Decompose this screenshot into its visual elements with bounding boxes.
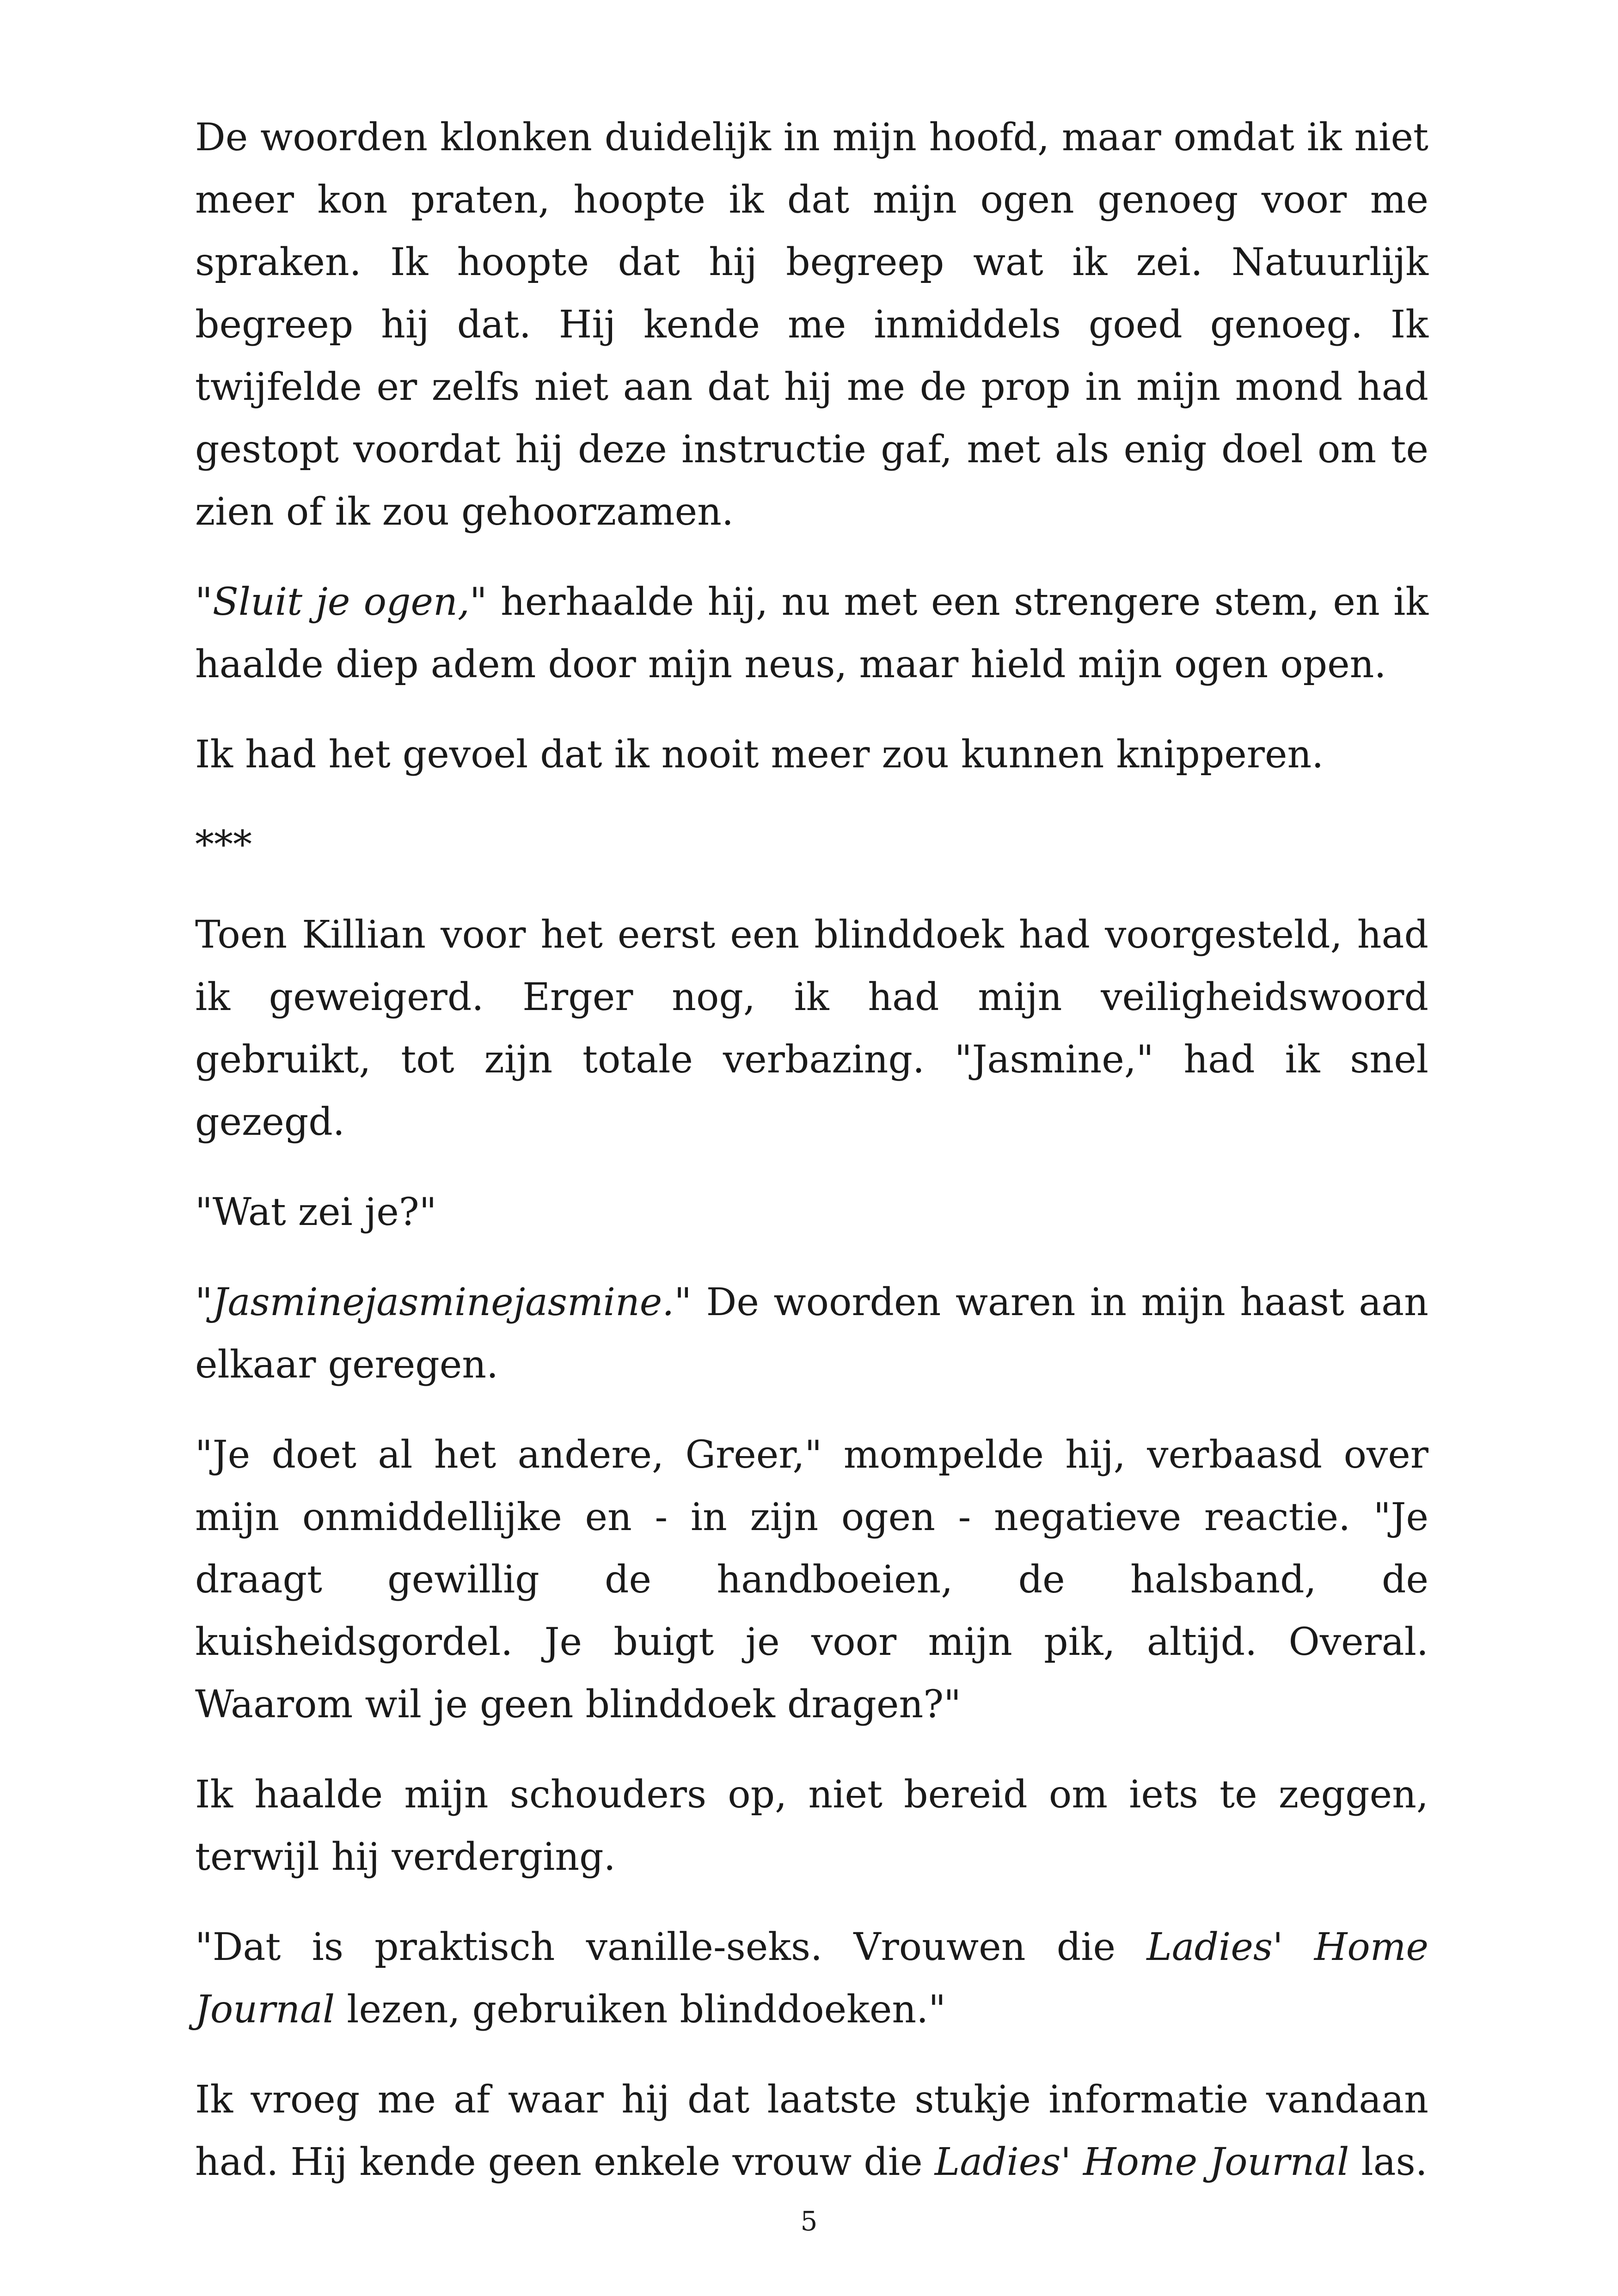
paragraph bbox=[195, 1424, 1428, 1736]
paragraph bbox=[195, 723, 1428, 786]
page-number: 5 bbox=[800, 2205, 818, 2237]
italic-text: Ladies' Home Journal bbox=[934, 2140, 1349, 2184]
text-segment: " De woorden waren in mijn haast aan elkaar geregen. bbox=[195, 1280, 1428, 1387]
text-segment: "Wat zei je?" bbox=[195, 1190, 437, 1234]
paragraph bbox=[195, 571, 1428, 696]
paragraph bbox=[195, 1271, 1428, 1396]
paragraph bbox=[195, 1763, 1428, 1888]
text-segment: De woorden klonken duidelijk in mijn hoofd, maar omdat ik niet meer kon praten, hoopte ik dat mijn ogen genoeg voor me spraken. Ik hoopte dat hij begreep wat ik zei. Natuurlijk begreep hij dat. Hij kende me inmiddels goed genoeg. Ik twijfelde er zelfs niet aan dat hij me de prop in mijn mond had gestopt voordat hij deze instructie gaf, met als enig doel om te zien of ik zou gehoorzamen. bbox=[195, 116, 1428, 534]
text-segment: *** bbox=[195, 823, 252, 867]
text-segment: Toen Killian voor het eerst een blinddoek had voorgesteld, had ik geweigerd. Erger nog, ik had mijn veiligheidswoord gebruikt, tot zijn totale verbazing. "Jasmine," had ik snel gezegd. bbox=[195, 913, 1428, 1144]
paragraph bbox=[195, 2069, 1428, 2193]
text-segment: "Je doet al het andere, Greer," mompelde hij, verbaasd over mijn onmiddellijke en - in zijn ogen - negatieve reactie. "Je draagt gewillig de handboeien, de halsband, de kuisheidsgordel. Je buigt je voor mijn pik, altijd. Overal. Waarom wil je geen blinddoek dragen?" bbox=[195, 1433, 1428, 1727]
section-separator bbox=[195, 814, 1428, 876]
text-segment: " bbox=[195, 1280, 213, 1324]
italic-text: Ladies' Home Journal bbox=[195, 1925, 1428, 2032]
text-segment: Ik vroeg me af waar hij dat laatste stukje informatie vandaan had. Hij kende geen enkele vrouw die bbox=[195, 2078, 1428, 2184]
text-segment: "Dat is praktisch vanille-seks. Vrouwen die bbox=[195, 1925, 1147, 1969]
paragraph bbox=[195, 1181, 1428, 1243]
text-segment: lezen, gebruiken blinddoeken." bbox=[335, 1988, 946, 2032]
paragraph bbox=[195, 1916, 1428, 2041]
paragraph bbox=[195, 106, 1428, 543]
text-segment: Ik had het gevoel dat ik nooit meer zou kunnen knipperen. bbox=[195, 733, 1324, 777]
body-text bbox=[195, 106, 1428, 2221]
text-segment: las. bbox=[1349, 2140, 1428, 2184]
paragraph bbox=[195, 904, 1428, 1153]
text-segment: Ik haalde mijn schouders op, niet bereid om iets te zeggen, terwijl hij verderging. bbox=[195, 1773, 1428, 1879]
italic-text: "Sluit je ogen," bbox=[195, 580, 487, 624]
text-segment: herhaalde hij, nu met een strengere stem, en ik haalde diep adem door mijn neus, maar hield mijn ogen open. bbox=[195, 580, 1428, 686]
italic-text: Jasminejasminejasmine. bbox=[212, 1280, 674, 1324]
